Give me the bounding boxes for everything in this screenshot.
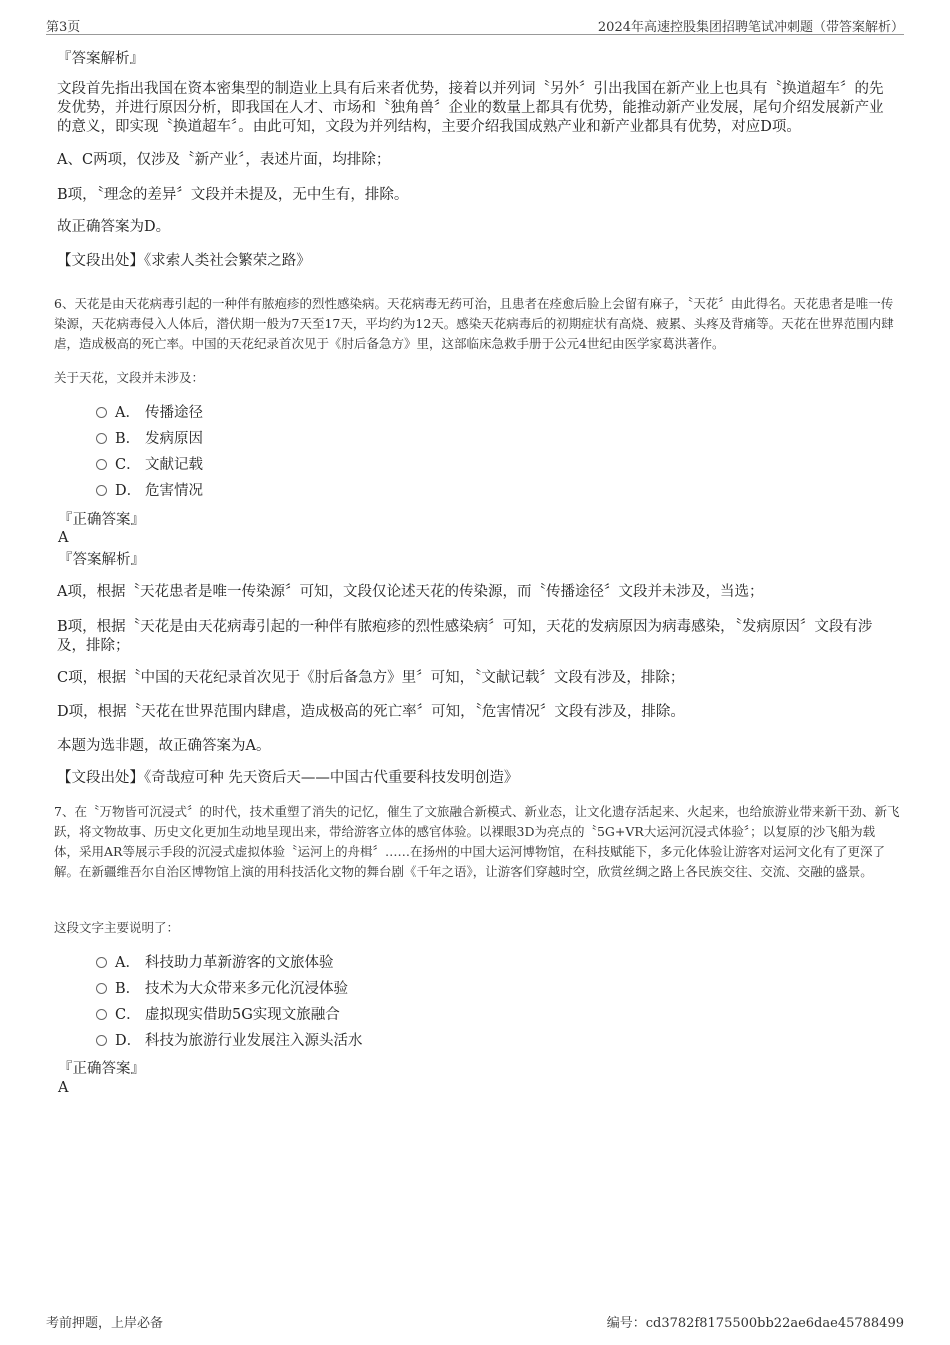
- q6-analysis-title: 『答案解析』: [58, 552, 145, 568]
- q6-passage: 6、天花是由天花病毒引起的一种伴有脓疱疹的烈性感染病。天花病毒无药可治，且患者在痊愈后脸上会留有麻子，〝天花〞由此得名。天花患者是唯一传染源，天花病毒侵入人体后，潜伏期一般为7天至17天，平均约为12天。感染天花病毒后的初期症状有高烧、疲累、头疼及背痛等。天花在世界范围内肆虐，造成极高的死亡率。中国的天花纪录首次见于《肘后备急方》里，这部临床急救手册于公元4世纪由医学家葛洪著作。: [54, 296, 894, 351]
- radio-icon[interactable]: [96, 485, 107, 496]
- q7-correct-title: 『正确答案』: [58, 1061, 145, 1077]
- q6-analysis-c: C项，根据〝中国的天花纪录首次见于《肘后备急方》里〞可知，〝文献记载〞文段有涉及，排除；: [57, 670, 685, 686]
- q7-question: 这段文字主要说明了：: [54, 920, 180, 935]
- q7-passage: 7、在〝万物皆可沉浸式〞的时代，技术重塑了消失的记忆，催生了文旅融合新模式、新业态，让文化遗存活起来、火起来，也给旅游业带来新干劲、新飞跃，将文物故事、历史文化更加生动地呈现出来，带给游客立体的感官体验。以裸眼3D为亮点的〝5G+VR大运河沉浸式体验〞；以复原的沙飞船为载体，采用AR等展示手段的沉浸式虚拟体验〝运河上的舟楫〞……在扬州的中国大运河博物馆，在科技赋能下，多元化体验让游客对运河文化有了更深了解。在新疆维吾尔自治区博物馆上演的用科技活化文物的舞台剧《千年之语》，让游客们穿越时空，欣赏丝绸之路上各民族交往、交流、交融的盛景。: [54, 804, 900, 879]
- prev-analysis-ac: A、C两项，仅涉及〝新产业〞，表述片面，均排除；: [57, 152, 391, 168]
- radio-icon[interactable]: [96, 459, 107, 470]
- radio-icon[interactable]: [96, 433, 107, 444]
- radio-icon[interactable]: [96, 957, 107, 968]
- q6-option-d[interactable]: D． 危害情况: [96, 481, 203, 501]
- q6-question: 关于天花，文段并未涉及：: [54, 370, 205, 385]
- prev-analysis-b: B项，〝理念的差异〞文段并未提及，无中生有，排除。: [57, 187, 409, 203]
- prev-conclusion: 故正确答案为D。: [57, 219, 171, 235]
- q6-option-b[interactable]: B． 发病原因: [96, 429, 203, 449]
- footer-serial: 编号：cd3782f8175500bb22ae6dae45788499: [606, 1316, 904, 1331]
- q6-source: 【文段出处】《奇哉痘可种 先天资后天——中国古代重要科技发明创造》: [57, 770, 519, 786]
- q6-option-a[interactable]: A． 传播途径: [96, 403, 203, 423]
- document-title: 2024年高速控股集团招聘笔试冲刺题（带答案解析）: [597, 20, 904, 35]
- q6-option-c[interactable]: C． 文献记载: [96, 455, 203, 475]
- q7-option-c[interactable]: C． 虚拟现实借助5G实现文旅融合: [96, 1005, 340, 1025]
- page-footer: [46, 1312, 904, 1332]
- page-header: [46, 14, 904, 35]
- prev-analysis-title: 『答案解析』: [57, 51, 144, 67]
- q6-correct-answer: A: [58, 530, 69, 546]
- radio-icon[interactable]: [96, 407, 107, 418]
- radio-icon[interactable]: [96, 1035, 107, 1046]
- q7-option-d[interactable]: D． 科技为旅游行业发展注入源头活水: [96, 1031, 363, 1051]
- page-number: 第3页: [46, 20, 81, 35]
- q6-analysis-a: A项，根据〝天花患者是唯一传染源〞可知，文段仅论述天花的传染源，而〝传播途径〞文段并未涉及，当选；: [57, 584, 764, 600]
- radio-icon[interactable]: [96, 983, 107, 994]
- footer-slogan: 考前押题，上岸必备: [46, 1316, 164, 1331]
- radio-icon[interactable]: [96, 1009, 107, 1020]
- prev-analysis-text: 文段首先指出我国在资本密集型的制造业上具有后来者优势，接着以并列词〝另外〞引出我国在新产业上也具有〝换道超车〞的先发优势，并进行原因分析，即我国在人才、市场和〝独角兽〞企业的数量上都具有优势，能推动新产业发展，尾句介绍发展新产业的意义，即实现〝换道超车〞。由此可知，文段为并列结构，主要介绍我国成熟产业和新产业都具有优势，对应D项。: [57, 81, 884, 135]
- q6-correct-title: 『正确答案』: [58, 512, 145, 528]
- q6-analysis-d: D项，根据〝天花在世界范围内肆虐，造成极高的死亡率〞可知，〝危害情况〞文段有涉及，排除。: [57, 704, 685, 720]
- q7-correct-answer: A: [58, 1080, 69, 1096]
- q7-option-b[interactable]: B． 技术为大众带来多元化沉浸体验: [96, 979, 348, 999]
- q6-analysis-b: B项，根据〝天花是由天花病毒引起的一种伴有脓疱疹的烈性感染病〞可知，天花的发病原因为病毒感染，〝发病原因〞文段有涉及，排除；: [57, 619, 873, 654]
- prev-source: 【文段出处】《求索人类社会繁荣之路》: [57, 253, 311, 269]
- q6-conclusion: 本题为选非题，故正确答案为A。: [57, 738, 271, 754]
- q7-option-a[interactable]: A． 科技助力革新游客的文旅体验: [96, 953, 334, 973]
